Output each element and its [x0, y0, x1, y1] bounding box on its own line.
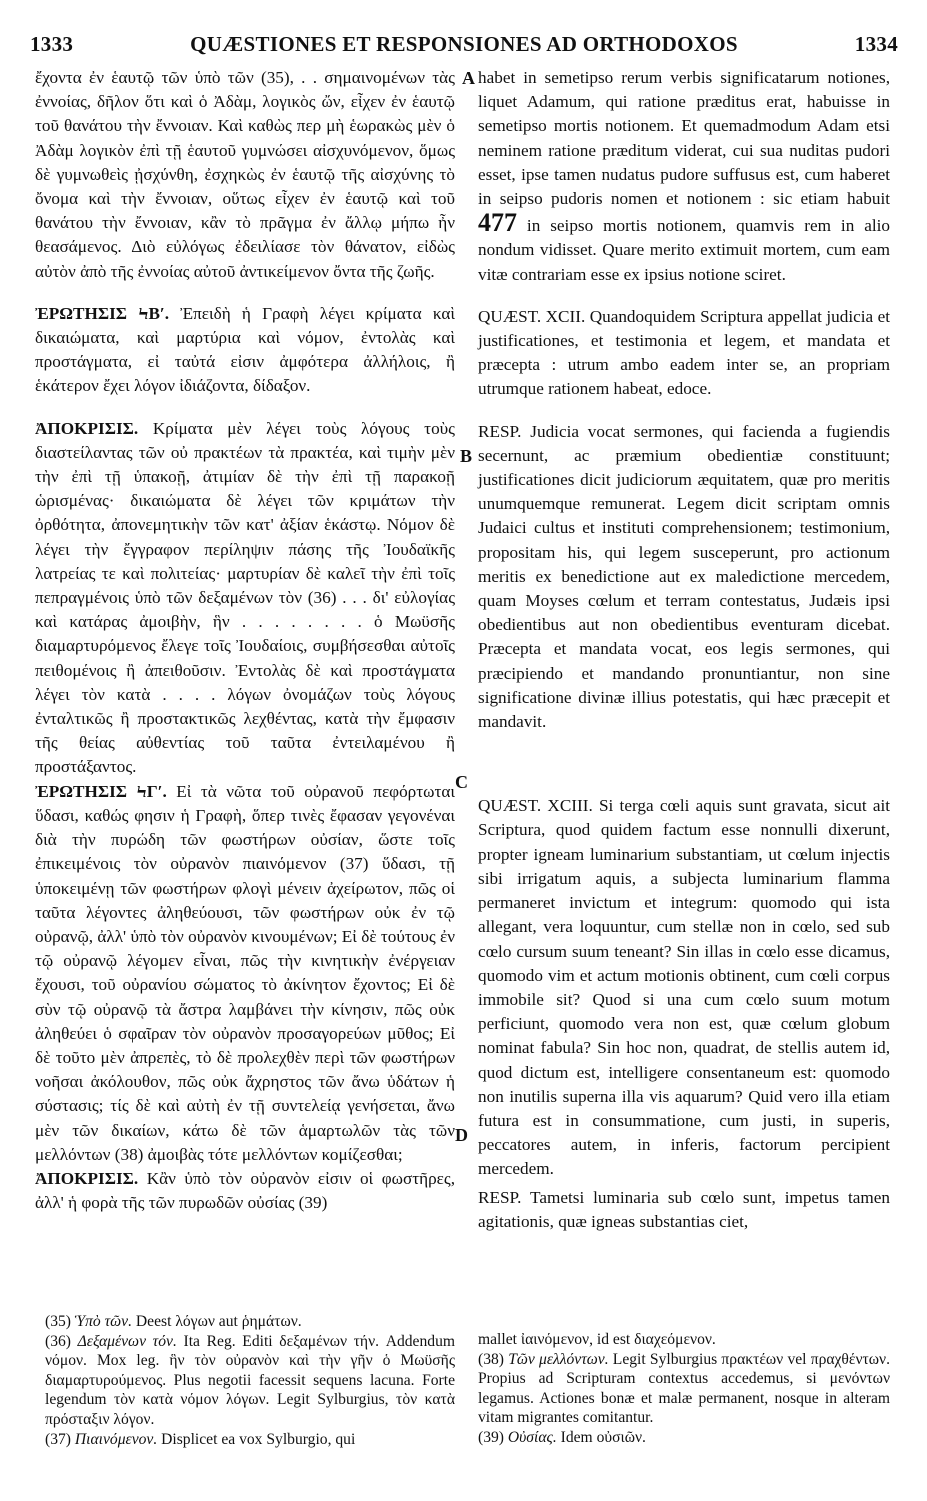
greek-answer-92-label: ἈΠΟΚΡΙΣΙΣ.: [35, 418, 139, 438]
footnote-39-text: Idem οὐσιῶν.: [556, 1428, 646, 1446]
latin-question-93-text: Si terga cœli aquis sunt gravata, sicut ait Scriptura, quod quidem factum esse nonnulli dixerunt, propter igneam luminarium substantiam, ut cœlum injectis sibi irrigatum aquis, a subjecta luminarium flamma permaneret invictum et integrum: quomodo qui ista allegant, vera loquuntur, cum stellæ non in cœlo, sed sub cœlo cursum suum teneant? Sin illas in cœlo esse dicamus, quomodo vim et actum motionis obtinent, cum cœli corpus immobile sit? Quod si una cum cœlo suum motum perficiunt, quomodo vera non est, quæ cœlum globum nominat fabula? Sin hoc non, quadrat, de stellis autem id, quod dictum est, intelligere consentaneum est: quomodo non inutilis superna illa vis aquarum? Quid vero illa etiam futura est in consummatione, cum justi, in superis, peccatores autem, in inferis, factorum percipient mercedem.: [478, 796, 891, 1179]
footnote-35-text: Deest λόγων aut ῥημάτων.: [132, 1313, 302, 1330]
greek-column: [35, 66, 455, 1215]
greek-question-92-label: ἘΡΩΤΗΣΙΣ ϞΒʹ.: [35, 303, 170, 323]
margin-letter-c: C: [455, 772, 468, 792]
greek-question-92-text: Ἐπειδὴ ἡ Γραφὴ λέγει κρίματα καὶ δικαιώματα, καὶ μαρτύρια καὶ νόμον, ἐντολὰς καὶ προστάγματα, εἰ ταὐτά εἰσιν ἀμφότερα ἀλλήλοις, ἢ ἑκάτερον ἔχει λόγον ἰδιάζοντα, δίδαξον.: [35, 303, 455, 396]
latin-response-93: [478, 1186, 890, 1234]
column-number-badge: 477: [478, 208, 517, 238]
latin-question-93: [478, 794, 890, 1181]
footnote-35-number: (35): [45, 1313, 71, 1330]
greek-answer-93-label: ἈΠΟΚΡΙΣΙΣ.: [35, 1168, 139, 1188]
latin-response-92-label: RESP.: [478, 421, 522, 441]
latin-response-92: [478, 420, 890, 735]
greek-answer-93: [35, 1167, 455, 1215]
footnote-37-lemma: Πιαινόμενον.: [74, 1430, 158, 1448]
margin-letter-a: A: [462, 68, 475, 88]
latin-response-93-label: RESP.: [478, 1187, 522, 1207]
latin-question-93-label: QUÆST. XCIII.: [478, 796, 593, 816]
footnote-36: [45, 1332, 455, 1430]
page-number-left: 1333: [30, 32, 74, 56]
latin-intro-after: in seipso mortis notionem, quamvis rem in alio nondum vidisset. Quare merito extimuit mortem, cum eam vitæ contrariam esse ex ipsius notione sciret.: [478, 216, 890, 284]
footnote-35-lemma: Ὑπὸ τῶν.: [74, 1313, 133, 1330]
footnote-35: [45, 1312, 455, 1332]
latin-question-92-text: Quandoquidem Scriptura appellat judicia et justificationes, et testimonia et legem, et mandata et præcepta : utrum ambo eadem inter se, an propriam utrumque rationem habeat, edoce.: [478, 306, 890, 399]
greek-question-92: [35, 302, 455, 399]
footnote-39-lemma: Οὐσίας.: [507, 1428, 557, 1446]
footnote-37-continued: mallet ἰαινόμενον, id est διαχεόμενον.: [478, 1331, 716, 1348]
greek-question-93-label: ἘΡΩΤΗΣΙΣ ϞΓʹ.: [35, 781, 167, 801]
latin-question-92: [478, 305, 890, 402]
latin-intro-before: habet in semetipso rerum verbis significatarum notiones, liquet Adamum, qui ratione præditus erat, habuisse in semetipso mortis notionem. Et quemadmodum Adam etsi neminem ratione præditum viderat, cui sua nuditas pudori esset, ipse tamen nudatus pudore suffusus est, cum haberet in seipso pudoris nomen et notionem : sic etiam habuit: [478, 68, 890, 209]
greek-question-93: [35, 780, 455, 1167]
greek-answer-92: [35, 417, 455, 780]
footnote-38-lemma: Τῶν μελλόντων.: [508, 1350, 609, 1368]
footnote-39: [478, 1428, 890, 1448]
running-header: [30, 32, 898, 60]
footnote-38-text: Legit Sylburgius πρακτέων vel πραχθέντων. Propius ad Scripturam contextus accedemus, si μενόντων legamus. Actiones bonæ et malæ permanent, nosque in alteram vitam migrantes comitantur.: [478, 1350, 890, 1427]
footnote-38-number: (38): [478, 1350, 504, 1368]
footnote-37: [45, 1430, 455, 1450]
footnote-37-number: (37): [45, 1430, 71, 1448]
footnote-38: [478, 1350, 890, 1428]
page-number-right: 1334: [854, 32, 898, 56]
footnotes-left: [45, 1312, 455, 1449]
latin-column: [478, 66, 890, 1234]
footnote-39-number: (39): [478, 1428, 504, 1446]
footnote-36-lemma: Δεξαμένων τόν.: [77, 1332, 177, 1350]
footnote-36-text: Ita Reg. Editi δεξαμένων τήν. Addendum νόμον. Mox leg. ἣν τὸν οὐρανὸν καὶ τὴν γῆν ὁ Μωϋσῆς διαμαρτυρούμενος. Plus negotii facessit sequens lacuna. Forte legendum τὸν κατὰ νόμον λόγων. Legit Sylburgius, τὸν κατὰ πρόσταξιν λόγον.: [45, 1332, 455, 1428]
footnotes-right: [478, 1330, 890, 1448]
greek-answer-93-text: Κἂν ὑπὸ τὸν οὐρανὸν εἰσιν οἱ φωστῆρες, ἀλλ' ἡ φορὰ τῆς τῶν πυρωδῶν οὐσίας (39): [35, 1168, 455, 1213]
latin-question-92-label: QUÆST. XCII.: [478, 306, 586, 326]
latin-response-93-text: Tametsi luminaria sub cœlo sunt, impetus tamen agitationis, quæ igneas substantias ciet,: [478, 1187, 890, 1231]
footnote-37-text: Displicet ea vox Sylburgio, qui: [157, 1430, 356, 1448]
greek-answer-92-text: Κρίματα μὲν λέγει τοὺς λόγους τοὺς διαστείλαντας τῶν οὐ πρακτέων τὰ πρακτέα, καὶ τιμὴν μὲν τὴν ἐπὶ τῇ ὑπακοῇ, ἀτιμίαν δὲ τὴν ἐπὶ τῇ παρακοῇ ὡρισμένας· δικαιώματα δὲ λέγει τῶν κριμάτων τὴν ὀρθότητα, ἀπονεμητικὴν τῶν κατ' ἀξίαν ἑκάστῳ. Νόμον δὲ λέγει τὴν ἔγγραφον περίληψιν πάσης τῆς Ἰουδαϊκῆς λατρείας τε καὶ πολιτείας· μαρτυρίαν δὲ καλεῖ τὴν ἐπὶ τοῖς πεπραγμένοις ὑπὸ τῶν δεξαμένων τὸν (36) . . . δι' εὐλογίας καὶ κατάρας ἀμοιβὴν, ἣν . . . . . . . . ὁ Μωϋσῆς διαμαρτυρόμενος ἔλεγε τοῖς Ἰουδαίοις, συμβήσεσθαι αὐτοῖς πειθομένοις ἢ ἀπειθοῦσιν. Ἐντολὰς δὲ καὶ προστάγματα λέγει τὸν κατὰ . . . . λόγων ὀνομάζων τοὺς λόγους ἐνταλτικῶς ἢ προστακτικῶς λεχθέντας, κατὰ τὴν ἔμφασιν τῆς θείας αὐθεντίας τοῦ ταῦτα ἐντειλαμένου ἢ προστάξαντος.: [35, 418, 455, 777]
latin-paragraph-intro: [478, 66, 890, 287]
running-title: QUÆSTIONES ET RESPONSIONES AD ORTHODOXOS: [190, 32, 738, 56]
greek-paragraph-intro: ἔχοντα ἐν ἑαυτῷ τῶν ὑπὸ τῶν (35), . . σημαινομένων τὰς ἐννοίας, δῆλον ὅτι καὶ ὁ Ἀδὰμ, λογικὸς ὤν, εἶχεν ἐν ἑαυτῷ τοῦ θανάτου τὴν ἔννοιαν. Καὶ καθὼς περ μὴ ἑωρακὼς μὲν ὁ Ἀδὰμ λογικὸν ἐπὶ τῇ ἑαυτοῦ γυμνώσει αἰσχυνόμενον, ὅμως δὲ γυμνωθεὶς ᾐσχύνθη, ἐσχηκὼς ἐν ἑαυτῷ τῆς αἰσχύνης τὸ ὄνομα καὶ τὴν ἔννοιαν, οὕτως εἶχεν ἐν ἑαυτῷ καὶ τοῦ θανάτου τὴν ἔννοιαν, κἂν τὸ πρᾶγμα ἐν ἄλλῳ μήπω ἦν θεασάμενος. Διὸ εὐλόγως ἐδειλίασε τὸν θάνατον, εἰδὼς αὐτὸν ἀπὸ τῆς ἐννοίας αὐτοῦ ἀντικείμενον ὄντα τῆς ζωῆς.: [35, 68, 455, 281]
footnote-36-number: (36): [45, 1332, 71, 1350]
latin-response-92-text: Judicia vocat sermones, qui facienda a fugiendis secernunt, ac præmium obedientiæ constituunt; justificationes dicit judiciorum æquitatem, quæ pro meritis unumquemque remunerat. Legem dicit scriptam omnis Judaici cultus et instituti comprehensionem; testimonium, propositam his, qui legem susceperunt, pro actionum meritis ex benedictione aut ex maledictione mercedem, quam Moyses cœlum et terram contestatus, Judæis ipsi obedientibus aut non obedientibus eventuram dicebat. Præcepta et mandata vocat, eos legis sermones, qui præcipiendo et mandando pronuntiantur, non sine significatione divinæ illius potestatis, qui hæc præcepit et mandavit.: [478, 421, 890, 732]
margin-letter-b: B: [460, 446, 473, 466]
margin-letter-d: D: [455, 1125, 468, 1145]
greek-question-93-text: Εἰ τὰ νῶτα τοῦ οὐρανοῦ πεφόρτωται ὕδασι, καθώς φησιν ἡ Γραφὴ, ὅπερ τινὲς ἔφασαν γεγονέναι διὰ τὴν πυρώδη τῶν φωστήρων οὐσίαν, ὥστε τοῖς ἐπικειμένοις τὸν οὐρανὸν πιαινόμενον (37) ὕδασι, τῇ ὑποκειμένῃ τῶν φωστήρων φλογὶ μένειν ἀχείρωτον, πῶς οἱ ταῦτα λέγοντες ἀληθεύουσι, τῶν φωστήρων οὐκ ἐν τῷ οὐρανῷ, ἀλλ' ὑπὸ τὸν οὐρανὸν κινουμένων; Εἰ δὲ τούτους ἐν τῷ οὐρανῷ λέγομεν εἶναι, πῶς τὴν κινητικὴν ἐνέργειαν ἔχουσι, τοῦ οὐρανίου σώματος τὸ ἀκίνητον ἔχοντος; Εἰ δὲ σὺν τῷ οὐρανῷ τὰ ἄστρα λαμβάνει τὴν κίνησιν, πῶς οὐκ ἀληθεύει ὁ σφαῖραν τὸν οὐρανὸν προσαγορεύων μῦθος; Εἰ δὲ τοῦτο μὲν ἀπρεπὲς, τὸ δὲ προλεχθὲν περὶ τῶν φωστήρων νοῆσαι ἀκόλουθον, πῶς οὐκ ἄχρηστος τῶν ἄνω ὑδάτων ἡ σύστασις; τίς δὲ καὶ αὐτὴ ἐν τῇ συντελείᾳ γενήσεται, ἄνω μὲν τῶν δικαίων, κάτω δὲ τῶν ἁμαρτωλῶν τὰς τῶν μελλόντων (38) ἀμοιβὰς τότε μελλόντων κομίζεσθαι;: [35, 781, 456, 1164]
